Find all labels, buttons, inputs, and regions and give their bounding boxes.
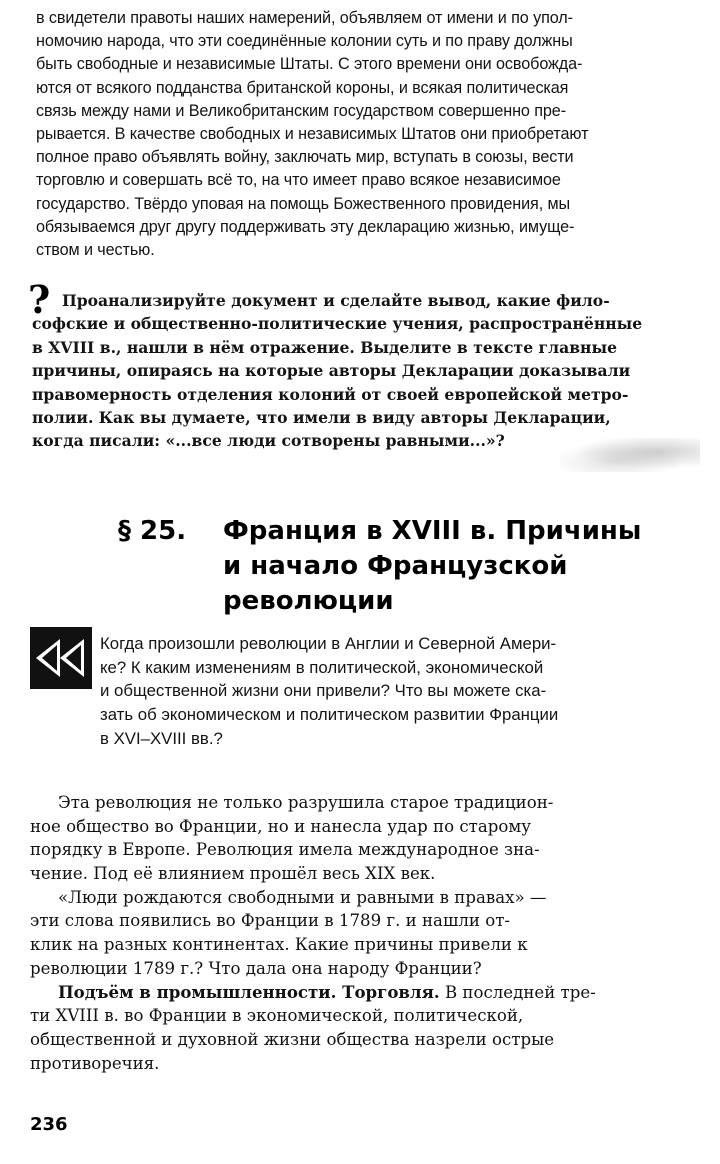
- declaration-quote: [36, 7, 692, 262]
- body-line-rest: В последней тре-: [444, 982, 596, 1002]
- recap-line: Когда произошли революции в Англии и Северной Амери-: [100, 634, 557, 653]
- quote-line: торговлю и совершать всё то, на что имеет право всякое независимое: [36, 171, 561, 190]
- paragraph-heading: Подъём в промышленности. Торговля.: [58, 981, 440, 1002]
- question-line: полии. Как вы думаете, что имели в виду авторы Декларации,: [32, 407, 611, 427]
- section-title-line: и начало Французской: [223, 551, 568, 581]
- body-line: ное общество во Франции, но и нанесла удар по старому: [30, 816, 531, 836]
- body-line: порядку в Европе. Революция имела международное зна-: [30, 840, 540, 860]
- question-line: софские и общественно-политические учения, распространённые: [32, 314, 643, 334]
- question-line: когда писали: «...все люди сотворены равными...»?: [32, 431, 505, 451]
- quote-line: в свидетели правоты наших намерений, объявляем от имени и по упол-: [36, 9, 573, 27]
- body-line: чение. Под её влиянием прошёл весь XIX век.: [30, 864, 436, 884]
- recap-line: ке? К каким изменениям в политической, экономической: [100, 657, 544, 677]
- recap-line: в XVI–XVIII вв.?: [100, 728, 223, 748]
- quote-line: государство. Твёрдо уповая на помощь Божественного провидения, мы: [36, 194, 571, 213]
- question-line: причины, опираясь на которые авторы Декларации доказывали: [32, 361, 631, 381]
- body-text: [30, 791, 694, 1075]
- quote-line: рывается. В качестве свободных и независимых Штатов они приобретают: [36, 124, 589, 143]
- section-heading: [118, 514, 708, 619]
- body-line: «Люди рождаются свободными и равными в правах» —: [58, 887, 547, 907]
- page-number: 236: [30, 1114, 68, 1135]
- quote-line: обязываемся друг другу поддерживать эту декларацию жизнью, имуще-: [36, 217, 575, 236]
- quote-line: ством и честью.: [36, 240, 155, 259]
- question-line: в XVIII в., нашли в нём отражение. Выделите в тексте главные: [32, 337, 618, 357]
- question-mark-icon: ?: [28, 277, 51, 322]
- rewind-icon: [30, 627, 92, 689]
- recap-questions: [100, 632, 694, 750]
- recap-line: зать об экономическом и политическом развитии Франции: [100, 705, 559, 725]
- body-line: Эта революция не только разрушила старое традицион-: [58, 793, 554, 812]
- body-line: эти слова появились во Франции в 1789 г. и нашли от-: [30, 911, 511, 931]
- question-line: правомерность отделения колоний от своей европейской метро-: [32, 384, 629, 404]
- section-title-line: революции: [223, 586, 394, 616]
- quote-line: связь между нами и Великобританским государством совершенно пре-: [36, 101, 566, 120]
- recap-line: и общественной жизни они привели? Что вы можете ска-: [100, 681, 547, 701]
- body-line: революции 1789 г.? Что дала она народу Франции?: [30, 958, 482, 978]
- question-line: Проанализируйте документ и сделайте вывод, какие фило-: [62, 291, 610, 310]
- quote-line: полное право объявлять войну, заключать мир, вступать в союзы, вести: [36, 148, 574, 167]
- section-number: § 25.: [118, 516, 187, 546]
- question-block: [32, 289, 694, 453]
- body-line: [30, 981, 694, 1005]
- quote-line: быть свободные и независимые Штаты. С этого времени они освобожда-: [36, 55, 583, 74]
- section-title-line: Франция в XVIII в. Причины: [223, 516, 642, 546]
- body-line: противоречия.: [30, 1053, 160, 1073]
- quote-line: номочию народа, что эти соединённые колонии суть и по праву должны: [36, 32, 573, 51]
- quote-line: ются от всякого подданства британской короны, и всякая политическая: [36, 78, 569, 97]
- body-line: клик на разных континентах. Какие причины привели к: [30, 935, 528, 955]
- body-line: общественной и духовной жизни общества назрели острые: [30, 1029, 555, 1049]
- body-line: ти XVIII в. во Франции в экономической, политической,: [30, 1006, 524, 1026]
- print-smudge: [560, 438, 700, 472]
